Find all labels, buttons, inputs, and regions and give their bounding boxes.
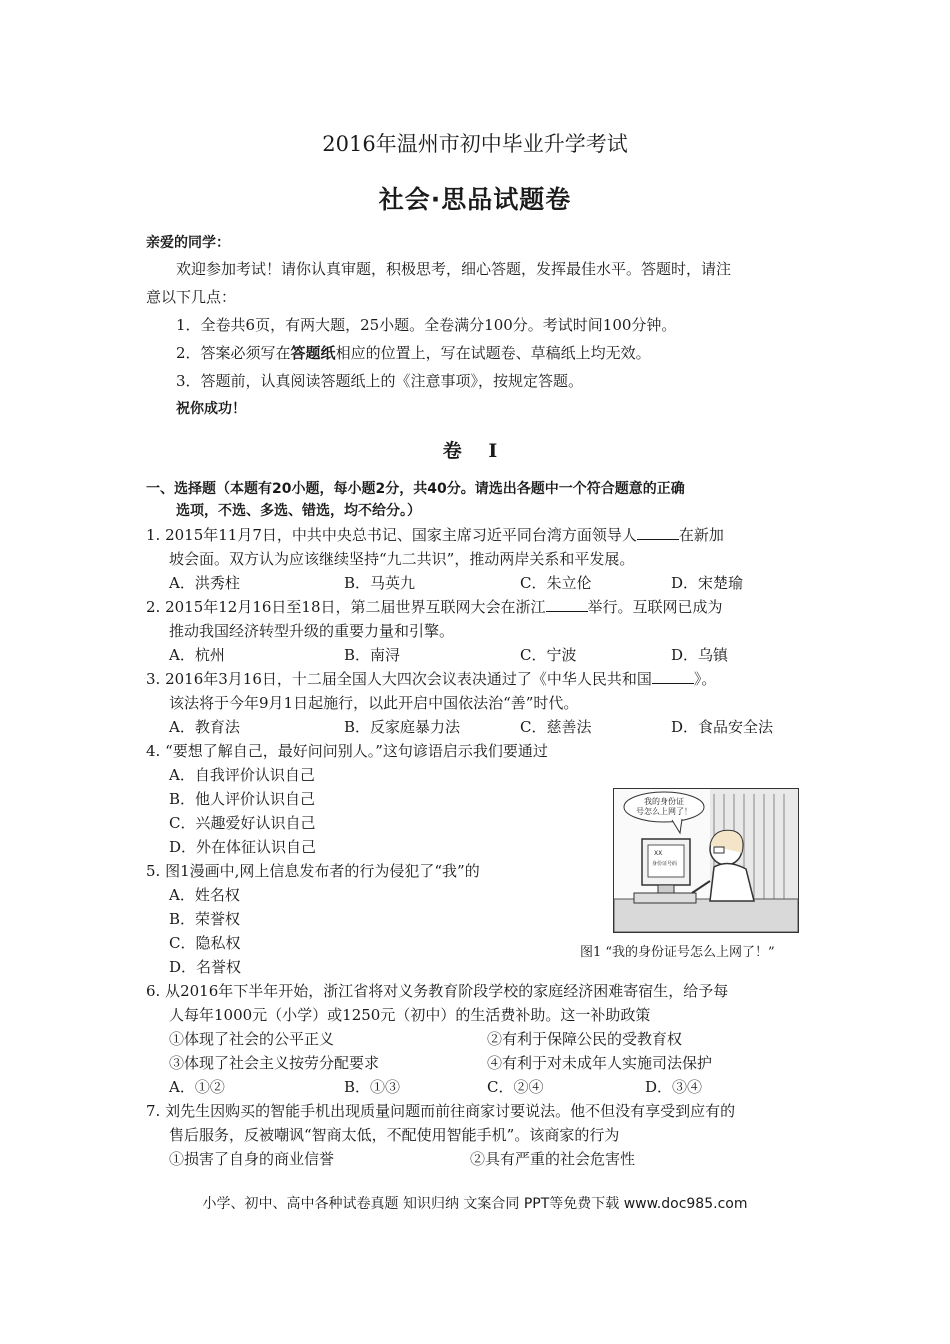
bubble-line2: 号怎么上网了！ — [636, 807, 692, 816]
q3-option-c: C．慈善法 — [520, 718, 592, 736]
intro-paragraph-line1: 欢迎参加考试！请你认真审题，积极思考，细心答题，发挥最佳水平。答题时，请注 — [176, 260, 732, 278]
q6-option-a: A．①② — [169, 1078, 225, 1096]
figure-1-cartoon — [613, 788, 799, 933]
q2-option-d: D．乌镇 — [671, 646, 729, 664]
note-2-post: 相应的位置上，写在试题卷、草稿纸上均无效。 — [335, 344, 651, 362]
q1-option-c: C．朱立伦 — [520, 574, 592, 592]
q3-line1 — [146, 668, 716, 689]
q5-option-c: C．隐私权 — [169, 934, 241, 952]
q2-option-c: C．宁波 — [520, 646, 577, 664]
figure-1-caption: 图1 “我的身份证号怎么上网了！” — [580, 945, 775, 960]
note-2 — [176, 342, 651, 363]
bubble-line1: 我的身份证 — [644, 797, 684, 806]
q6-line2: 人每年1000元（小学）或1250元（初中）的生活费补助。这一补助政策 — [169, 1006, 651, 1024]
q3-text-b: 》。 — [693, 670, 717, 688]
q1-option-d: D．宋楚瑜 — [671, 574, 744, 592]
q4-option-b: B．他人评价认识自己 — [169, 790, 316, 808]
intro-paragraph-line2: 意以下几点： — [146, 288, 237, 306]
q6-statement-3: ③体现了社会主义按劳分配要求 — [169, 1054, 380, 1072]
q6-statement-4: ④有利于对未成年人实施司法保护 — [487, 1054, 713, 1072]
q6-option-c: C．②④ — [487, 1078, 544, 1096]
q1-text-b: 在新加 — [678, 526, 724, 544]
q1-text-a: 1. 2015年11月7日，中共中央总书记、国家主席习近平同台湾方面领导人 — [146, 526, 637, 544]
q4-option-c: C．兴趣爱好认识自己 — [169, 814, 316, 832]
q1-option-a: A．洪秀柱 — [169, 574, 240, 592]
q6-line1: 6. 从2016年下半年开始，浙江省将对义务教育阶段学校的家庭经济困难寄宿生，给予每 — [146, 982, 729, 1000]
note-2-pre: 2．答案必须写在 — [176, 344, 291, 362]
q3-option-d: D．食品安全法 — [671, 718, 774, 736]
q1-line1 — [146, 524, 724, 545]
section-heading-line2: 选项，不选、多选、错选，均不给分。） — [176, 503, 421, 519]
q3-blank — [652, 671, 694, 684]
q5-option-a: A．姓名权 — [169, 886, 240, 904]
q6-statement-2: ②有利于保障公民的受教育权 — [487, 1030, 683, 1048]
cartoon-illustration — [614, 789, 798, 932]
q2-option-b: B．南浔 — [344, 646, 401, 664]
q5-option-b: B．荣誉权 — [169, 910, 241, 928]
footer-text: 小学、初中、高中各种试卷真题 知识归纳 文案合同 PPT等免费下载 www.doc985.com — [202, 1196, 748, 1212]
note-2-bold: 答题纸 — [290, 344, 336, 362]
q4-option-a: A．自我评价认识自己 — [169, 766, 315, 784]
page-title: 2016年温州市初中毕业升学考试 — [322, 132, 628, 156]
q7-statement-2: ②具有严重的社会危害性 — [470, 1150, 636, 1168]
q5-option-d: D．名誉权 — [169, 958, 242, 976]
q7-line2: 售后服务，反被嘲讽“智商太低，不配使用智能手机”。该商家的行为 — [169, 1126, 620, 1144]
section-heading-line1: 一、选择题（本题有20小题，每小题2分，共40分。请选出各题中一个符合题意的正确 — [146, 481, 685, 497]
q1-option-b: B．马英九 — [344, 574, 416, 592]
q1-blank — [637, 527, 679, 540]
q3-option-b: B．反家庭暴力法 — [344, 718, 461, 736]
q6-option-b: B．①③ — [344, 1078, 401, 1096]
note-3: 3．答题前，认真阅读答题纸上的《注意事项》，按规定答题。 — [176, 372, 584, 390]
note-1: 1．全卷共6页，有两大题，25小题。全卷满分100分。考试时间100分钟。 — [176, 316, 677, 334]
q2-line1 — [146, 596, 723, 617]
q1-line2: 坡会面。双方认为应该继续坚持“九二共识”，推动两岸关系和平发展。 — [169, 550, 635, 568]
q3-text-a: 3. 2016年3月16日，十二届全国人大四次会议表决通过了《中华人民共和国 — [146, 670, 652, 688]
q2-option-a: A．杭州 — [169, 646, 225, 664]
q3-line2: 该法将于今年9月1日起施行，以此开启中国依法治“善”时代。 — [169, 694, 579, 712]
page-subtitle: 社会·思品试题卷 — [378, 185, 572, 214]
q2-line2: 推动我国经济转型升级的重要力量和引擎。 — [169, 622, 455, 640]
q2-text-a: 2. 2015年12月16日至18日，第二届世界互联网大会在浙江 — [146, 598, 546, 616]
q6-statement-1: ①体现了社会的公平正义 — [169, 1030, 335, 1048]
q7-statement-1: ①损害了自身的商业信誉 — [169, 1150, 335, 1168]
wish: 祝你成功！ — [176, 401, 246, 417]
screen-title: XX — [654, 850, 663, 857]
greeting: 亲爱的同学： — [146, 235, 230, 251]
q6-option-d: D．③④ — [645, 1078, 703, 1096]
q4-option-d: D．外在体征认识自己 — [169, 838, 317, 856]
q2-text-b: 举行。互联网已成为 — [587, 598, 723, 616]
q5-line1: 5. 图1漫画中,网上信息发布者的行为侵犯了“我”的 — [146, 862, 480, 880]
screen-text: 身份证号码 — [652, 861, 678, 867]
q4-line1: 4. “要想了解自己，最好问问别人。”这句谚语启示我们要通过 — [146, 742, 548, 760]
q3-option-a: A．教育法 — [169, 718, 240, 736]
volume-heading: 卷 Ⅰ — [442, 440, 508, 462]
q2-blank — [546, 599, 588, 612]
q7-line1: 7. 刘先生因购买的智能手机出现质量问题而前往商家讨要说法。他不但没有享受到应有的 — [146, 1102, 736, 1120]
